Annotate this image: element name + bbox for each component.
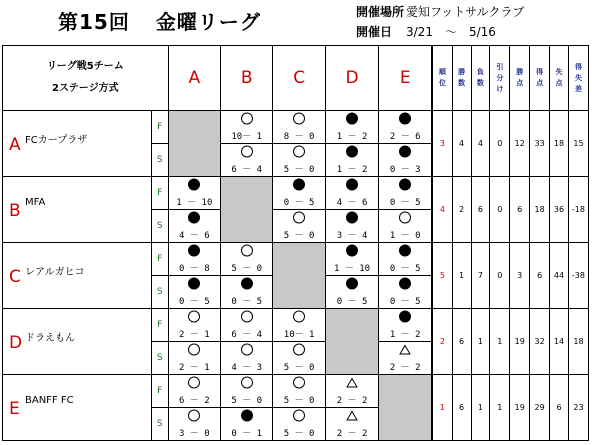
self-match-cell xyxy=(221,177,273,243)
match-result-cell xyxy=(325,408,378,441)
loss-filled-circle-icon xyxy=(399,310,412,323)
stat-header-char: 勝 xyxy=(458,68,466,76)
loss-filled-circle-icon xyxy=(188,178,201,191)
title-league: 金曜リーグ xyxy=(155,10,261,34)
format-label-cell xyxy=(3,46,169,111)
win-circle-icon xyxy=(188,343,201,356)
match-score: 0 － 5 xyxy=(178,297,210,307)
match-score: 6 － 4 xyxy=(231,330,263,340)
match-result-cell xyxy=(379,342,432,375)
match-score: 5 － 0 xyxy=(231,264,263,274)
match-score: 4 － 6 xyxy=(336,198,368,208)
match-score: 1 － 2 xyxy=(389,330,421,340)
match-score: 2 － 2 xyxy=(336,396,368,406)
stat-value: -38 xyxy=(568,243,588,309)
match-score: 2 － 2 xyxy=(336,429,368,439)
match-result-cell xyxy=(168,342,220,375)
stat-value: 0 xyxy=(490,243,510,309)
win-circle-icon xyxy=(240,310,253,323)
stat-value: 44 xyxy=(550,243,569,309)
stat-header-char: 負 xyxy=(476,68,484,76)
page-title xyxy=(58,6,261,35)
rank-value: 4 xyxy=(432,177,452,243)
win-circle-icon xyxy=(188,409,201,422)
win-circle-icon xyxy=(293,112,306,125)
match-result-cell xyxy=(221,144,273,177)
match-result-cell xyxy=(379,243,432,276)
draw-triangle-icon xyxy=(346,376,359,389)
stat-header-char: 勝 xyxy=(516,68,524,76)
team-name-cell xyxy=(3,243,152,309)
stat-value: 29 xyxy=(530,375,550,441)
self-match-cell xyxy=(325,309,378,375)
match-result-cell xyxy=(273,309,325,342)
match-result-cell xyxy=(168,375,220,408)
match-score: 5 － 0 xyxy=(283,231,315,241)
stat-header-char: 得 xyxy=(536,68,544,76)
team-row-a-f xyxy=(3,111,589,144)
team-name-cell xyxy=(3,111,152,177)
team-row-b-f xyxy=(3,177,589,210)
match-score: 0 － 1 xyxy=(231,429,263,439)
win-circle-icon xyxy=(188,310,201,323)
match-score: 0 － 3 xyxy=(389,165,421,175)
stage-label: F xyxy=(151,375,168,408)
stat-header-char: 数 xyxy=(476,79,484,87)
stat-value: 4 xyxy=(471,111,490,177)
stat-header-7 xyxy=(568,46,588,111)
stat-value: 4 xyxy=(452,111,471,177)
match-result-cell xyxy=(221,276,273,309)
stat-value: 36 xyxy=(550,177,569,243)
match-result-cell xyxy=(168,276,220,309)
date-value: 3/21 ～ 5/16 xyxy=(406,25,496,39)
team-name-cell xyxy=(3,375,152,441)
draw-triangle-icon xyxy=(399,343,412,356)
match-result-cell xyxy=(221,342,273,375)
title-round: 第15回 xyxy=(58,10,130,34)
stat-header-char: 失 xyxy=(555,68,563,76)
match-result-cell xyxy=(379,210,432,243)
format-line-2: 2ステージ方式 xyxy=(52,83,119,94)
stat-value: -18 xyxy=(568,177,588,243)
team-row-e-f xyxy=(3,375,589,408)
match-score: 0 － 5 xyxy=(389,264,421,274)
rank-value: 2 xyxy=(432,309,452,375)
loss-filled-circle-icon xyxy=(188,244,201,257)
stat-header-char: 失 xyxy=(574,73,582,82)
win-circle-icon xyxy=(293,310,306,323)
stat-header-char: 引 xyxy=(496,62,504,71)
stage-label: S xyxy=(151,276,168,309)
stat-header-3 xyxy=(490,46,510,111)
match-result-cell xyxy=(273,375,325,408)
match-score: 1 － 0 xyxy=(389,231,421,241)
team-letter: D xyxy=(9,333,23,353)
stat-value: 0 xyxy=(490,111,510,177)
team-name: ドラえもん xyxy=(25,333,75,344)
match-score: 1 － 10 xyxy=(334,264,371,274)
match-result-cell xyxy=(273,210,325,243)
match-score: 5 － 0 xyxy=(283,363,315,373)
match-result-cell xyxy=(379,177,432,210)
stat-value: 1 xyxy=(471,375,490,441)
win-circle-icon xyxy=(240,244,253,257)
match-score: 1 － 10 xyxy=(176,198,213,208)
stat-value: 18 xyxy=(550,111,569,177)
stat-header-char: 数 xyxy=(458,79,466,87)
stat-value: 3 xyxy=(510,243,530,309)
win-circle-icon xyxy=(293,409,306,422)
stat-header-4 xyxy=(510,46,530,111)
stat-value: 6 xyxy=(510,177,530,243)
venue-value: 愛知フットサルクラブ xyxy=(406,5,525,19)
match-score: 1 － 2 xyxy=(336,132,368,142)
stat-value: 1 xyxy=(490,309,510,375)
venue-label: 開催場所 xyxy=(356,5,405,19)
win-circle-icon xyxy=(240,376,253,389)
match-score: 2 － 1 xyxy=(178,363,210,373)
match-result-cell xyxy=(325,144,378,177)
match-result-cell xyxy=(221,243,273,276)
loss-filled-circle-icon xyxy=(399,178,412,191)
match-score: 3 － 4 xyxy=(336,231,368,241)
draw-triangle-icon xyxy=(346,409,359,422)
match-result-cell xyxy=(273,408,325,441)
match-score: 10－ 1 xyxy=(231,132,263,142)
loss-filled-circle-icon xyxy=(399,145,412,158)
stat-header-0 xyxy=(432,46,452,111)
loss-filled-circle-icon xyxy=(188,211,201,224)
match-result-cell xyxy=(325,276,378,309)
win-circle-icon xyxy=(240,145,253,158)
match-score: 5 － 0 xyxy=(283,429,315,439)
match-result-cell xyxy=(168,210,220,243)
match-score: 10－ 1 xyxy=(283,330,315,340)
match-score: 6 － 4 xyxy=(231,165,263,175)
match-score: 2 － 2 xyxy=(389,363,421,373)
loss-filled-circle-icon xyxy=(346,178,359,191)
win-circle-icon xyxy=(188,376,201,389)
format-line-1: リーグ戦5チーム xyxy=(46,61,124,72)
rank-value: 3 xyxy=(432,111,452,177)
loss-filled-circle-icon xyxy=(240,277,253,290)
league-table xyxy=(2,45,589,441)
stat-header-5 xyxy=(530,46,550,111)
team-letter: A xyxy=(9,135,21,155)
self-match-cell xyxy=(273,243,325,309)
stat-header-char: 分 xyxy=(496,73,504,82)
match-result-cell xyxy=(168,177,220,210)
loss-filled-circle-icon xyxy=(346,211,359,224)
stat-value: 6 xyxy=(452,309,471,375)
win-circle-icon xyxy=(240,343,253,356)
loss-filled-circle-icon xyxy=(188,277,201,290)
loss-filled-circle-icon xyxy=(346,145,359,158)
match-score: 8 － 0 xyxy=(283,132,315,142)
stat-value: 18 xyxy=(530,177,550,243)
team-name: FCカープラザ xyxy=(25,135,88,146)
match-score: 0 － 5 xyxy=(283,198,315,208)
stat-value: 33 xyxy=(530,111,550,177)
match-score: 5 － 0 xyxy=(283,396,315,406)
match-result-cell xyxy=(221,408,273,441)
stat-value: 6 xyxy=(530,243,550,309)
stat-value: 1 xyxy=(490,375,510,441)
match-score: 1 － 2 xyxy=(336,165,368,175)
team-letter: B xyxy=(9,201,21,221)
stage-label: S xyxy=(151,144,168,177)
match-result-cell xyxy=(379,111,432,144)
loss-filled-circle-icon xyxy=(240,409,253,422)
stat-value: 23 xyxy=(568,375,588,441)
stat-value: 1 xyxy=(452,243,471,309)
match-result-cell xyxy=(325,177,378,210)
stage-label: S xyxy=(151,342,168,375)
match-score: 0 － 5 xyxy=(389,198,421,208)
stat-value: 2 xyxy=(452,177,471,243)
team-letter: C xyxy=(9,267,21,287)
match-result-cell xyxy=(379,144,432,177)
stage-label: F xyxy=(151,177,168,210)
self-match-cell xyxy=(379,375,432,441)
stat-value: 6 xyxy=(471,177,490,243)
match-result-cell xyxy=(273,177,325,210)
rank-value: 5 xyxy=(432,243,452,309)
stage-label: S xyxy=(151,210,168,243)
win-circle-icon xyxy=(293,145,306,158)
win-circle-icon xyxy=(240,112,253,125)
match-result-cell xyxy=(273,144,325,177)
stat-header-6 xyxy=(550,46,569,111)
stat-header-char: 順 xyxy=(438,68,446,76)
stat-value: 14 xyxy=(550,309,569,375)
match-result-cell xyxy=(325,210,378,243)
match-result-cell xyxy=(168,309,220,342)
stage-label: F xyxy=(151,111,168,144)
match-score: 0 － 5 xyxy=(389,297,421,307)
column-header-b: B xyxy=(221,46,273,111)
match-score: 5 － 0 xyxy=(283,165,315,175)
loss-filled-circle-icon xyxy=(399,112,412,125)
stat-header-char: 差 xyxy=(574,84,582,93)
stage-label: S xyxy=(151,408,168,441)
loss-filled-circle-icon xyxy=(346,244,359,257)
team-letter: E xyxy=(9,399,20,419)
stat-header-char: 点 xyxy=(516,79,524,87)
loss-filled-circle-icon xyxy=(399,244,412,257)
column-header-a: A xyxy=(168,46,220,111)
stat-header-1 xyxy=(452,46,471,111)
stat-header-char: け xyxy=(496,84,504,93)
stat-value: 1 xyxy=(471,309,490,375)
match-result-cell xyxy=(325,111,378,144)
loss-filled-circle-icon xyxy=(399,277,412,290)
stat-value: 12 xyxy=(510,111,530,177)
stat-value: 6 xyxy=(452,375,471,441)
team-name: レアルガヒコ xyxy=(25,267,85,278)
stat-value: 15 xyxy=(568,111,588,177)
column-header-c: C xyxy=(273,46,325,111)
match-result-cell xyxy=(379,276,432,309)
match-result-cell xyxy=(221,309,273,342)
stat-value: 19 xyxy=(510,309,530,375)
column-header-e: E xyxy=(379,46,432,111)
match-score: 0 － 5 xyxy=(231,297,263,307)
match-score: 0 － 5 xyxy=(336,297,368,307)
stat-header-char: 点 xyxy=(555,79,563,87)
date-info xyxy=(356,23,496,40)
self-match-cell xyxy=(168,111,220,177)
match-result-cell xyxy=(273,111,325,144)
stat-value: 0 xyxy=(490,177,510,243)
stat-value: 32 xyxy=(530,309,550,375)
match-result-cell xyxy=(325,375,378,408)
match-result-cell xyxy=(273,342,325,375)
match-result-cell xyxy=(379,309,432,342)
match-result-cell xyxy=(168,408,220,441)
win-circle-icon xyxy=(293,343,306,356)
team-row-d-f xyxy=(3,309,589,342)
match-score: 3 － 0 xyxy=(178,429,210,439)
match-score: 2 － 6 xyxy=(389,132,421,142)
stat-value: 6 xyxy=(550,375,569,441)
match-result-cell xyxy=(221,111,273,144)
stat-value: 19 xyxy=(510,375,530,441)
stage-label: F xyxy=(151,309,168,342)
loss-filled-circle-icon xyxy=(346,112,359,125)
stat-header-char: 点 xyxy=(536,79,544,87)
stat-value: 7 xyxy=(471,243,490,309)
team-name: BANFF FC xyxy=(25,395,74,406)
team-name-cell xyxy=(3,177,152,243)
header-row xyxy=(3,46,589,111)
stat-header-char: 位 xyxy=(438,79,446,87)
stat-header-2 xyxy=(471,46,490,111)
team-row-c-f xyxy=(3,243,589,276)
stage-label: F xyxy=(151,243,168,276)
match-result-cell xyxy=(168,243,220,276)
match-score: 4 － 6 xyxy=(178,231,210,241)
date-label: 開催日 xyxy=(356,25,393,39)
match-score: 6 － 2 xyxy=(178,396,210,406)
rank-value: 1 xyxy=(432,375,452,441)
stat-value: 18 xyxy=(568,309,588,375)
column-header-d: D xyxy=(325,46,378,111)
team-name: MFA xyxy=(25,197,46,208)
match-score: 4 － 3 xyxy=(231,363,263,373)
stat-header-char: 得 xyxy=(574,62,582,71)
loss-filled-circle-icon xyxy=(293,178,306,191)
venue-info xyxy=(356,3,524,20)
team-name-cell xyxy=(3,309,152,375)
loss-filled-circle-icon xyxy=(346,277,359,290)
match-score: 2 － 1 xyxy=(178,330,210,340)
win-circle-icon xyxy=(399,211,412,224)
match-result-cell xyxy=(325,243,378,276)
match-result-cell xyxy=(221,375,273,408)
win-circle-icon xyxy=(293,211,306,224)
win-circle-icon xyxy=(293,376,306,389)
match-score: 5 － 0 xyxy=(231,396,263,406)
match-score: 0 － 8 xyxy=(178,264,210,274)
